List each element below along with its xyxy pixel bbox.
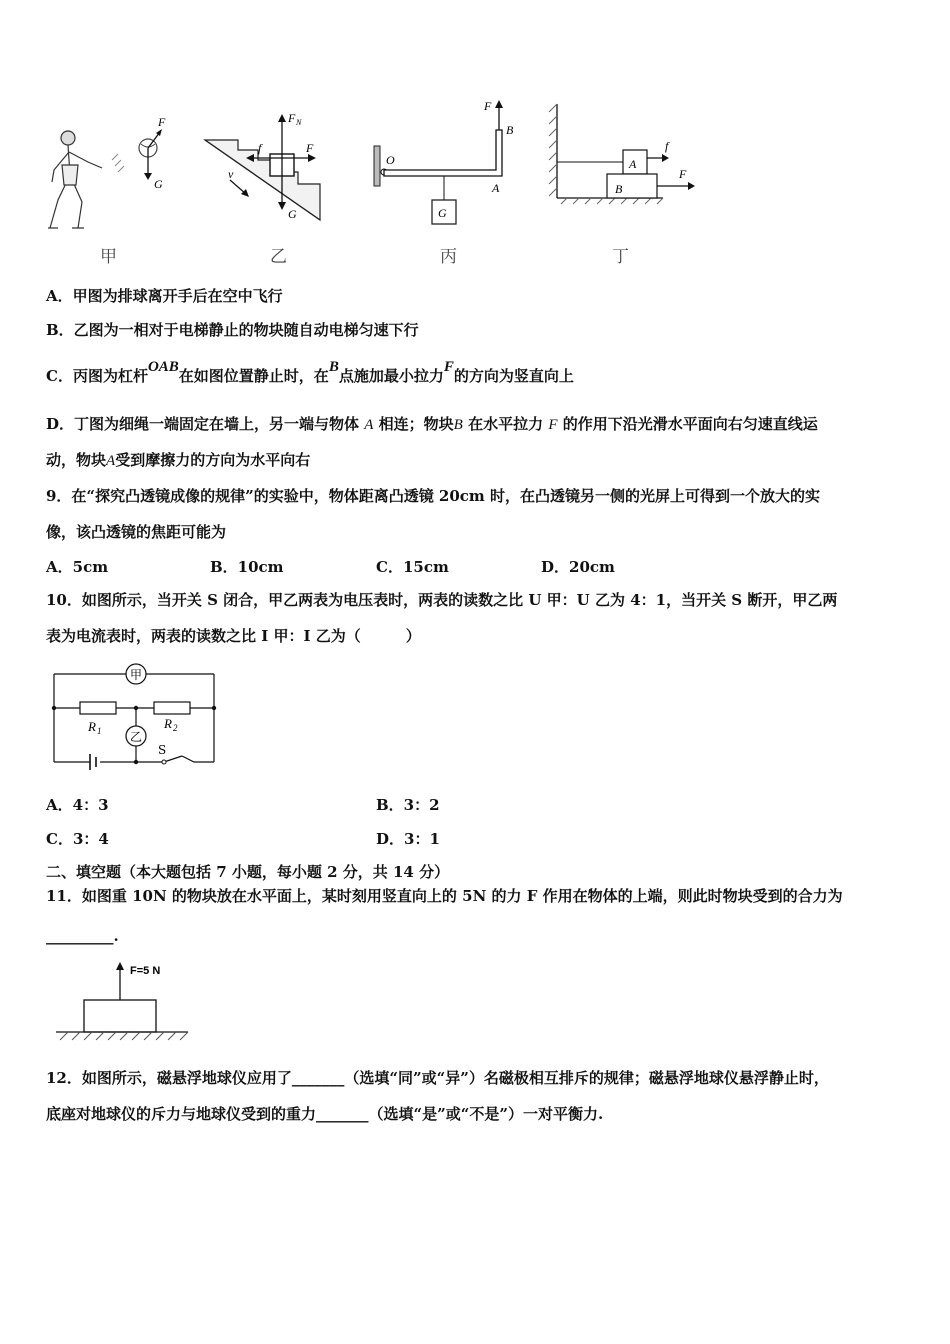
q8-option-a: A．甲图为排球离开手后在空中飞行 — [46, 287, 283, 305]
q9-option-a: A．5cm — [46, 558, 109, 576]
q8-option-b: B．乙图为一相对于电梯静止的物块随自动电梯匀速下行 — [46, 321, 419, 339]
q11-figure — [46, 956, 196, 1042]
figure-bing — [370, 96, 520, 236]
label-yi-FN-sub: N — [296, 118, 302, 127]
label-ding-F: F — [679, 167, 687, 181]
q10-option-a: A．4：3 — [46, 796, 109, 814]
q9-option-b: B．10cm — [210, 558, 284, 576]
section-2-title: 二、填空题（本大题包括 7 小题，每小题 2 分，共 14 分） — [46, 863, 450, 881]
label-ding-f: f — [665, 139, 669, 153]
circuit-meter-jia: 甲 — [130, 668, 143, 682]
q9-stem-line2: 像，该凸透镜的焦距可能为 — [46, 523, 227, 541]
q10-stem-line1: 10．如图所示，当开关 S 闭合，甲乙两表为电压表时，两表的读数之比 U 甲：U 乙为 4：1，当开关 S 断开，甲乙两 — [46, 591, 838, 609]
q10-option-b: B．3：2 — [376, 796, 440, 814]
q8-option-c: C．丙图为杠杆OAB在如图位置静止时，在B点施加最小拉力F的方向为竖直向上 — [46, 359, 574, 385]
q10-option-c: C．3：4 — [46, 830, 109, 848]
caption-bing: 丙 — [440, 247, 457, 267]
label-yi-G: G — [288, 207, 297, 221]
q9-option-c: C．15cm — [376, 558, 449, 576]
circuit-r1-sub: 1 — [97, 726, 102, 736]
q11-stem-line1: 11．如图重 10N 的物块放在水平面上，某时刻用竖直向上的 5N 的力 F 作用在物体的上端，则此时物块受到的合力为 — [46, 887, 843, 905]
label-ding-A: A — [629, 157, 637, 171]
q12-stem-line1: 12．如图所示，磁悬浮地球仪应用了_______（选填“同”或“异”）名磁极相互排斥的规律；磁悬浮地球仪悬浮静止时， — [46, 1069, 829, 1087]
q12-stem-line2: 底座对地球仪的斥力与地球仪受到的重力_______（选填“是”或“不是”）一对平衡力. — [46, 1105, 604, 1123]
q11-force-label: F=5 N — [130, 965, 161, 977]
q10-option-d: D．3：1 — [376, 830, 440, 848]
label-bing-O: O — [386, 153, 395, 167]
q9-option-d: D．20cm — [541, 558, 615, 576]
label-bing-B: B — [506, 123, 514, 137]
figure-yi — [200, 108, 330, 228]
caption-yi: 乙 — [270, 247, 287, 267]
q9-stem-line1: 9．在“探究凸透镜成像的规律”的实验中，物体距离凸透镜 20cm 时，在凸透镜另一侧的光屏上可得到一个放大的实 — [46, 487, 821, 505]
label-jia-G: G — [154, 177, 163, 191]
label-yi-v: v — [228, 167, 234, 181]
circuit-r2-sub: 2 — [173, 723, 178, 733]
label-yi-f: f — [258, 141, 262, 155]
q10-stem-line2: 表为电流表时，两表的读数之比 I 甲：I 乙为（ ） — [46, 627, 421, 645]
label-yi-F: F — [306, 141, 314, 155]
label-yi-FN: F — [288, 111, 296, 125]
label-ding-B: B — [615, 182, 623, 196]
q11-answer-blank: _________. — [46, 927, 119, 945]
figure-jia — [40, 110, 180, 235]
circuit-diagram — [46, 656, 226, 774]
caption-jia: 甲 — [100, 247, 117, 267]
label-bing-A: A — [492, 181, 500, 195]
label-jia-F: F — [158, 115, 166, 129]
q8-option-d-line2: 动，物块A受到摩擦力的方向为水平向右 — [46, 451, 311, 469]
figure-ding — [545, 98, 705, 213]
q8-option-d-line1: D．丁图为细绳一端固定在墙上，另一端与物体 A 相连；物块B 在水平拉力 F 的作用下沿光滑水平面向右匀速直线运 — [46, 415, 818, 433]
circuit-meter-yi: 乙 — [130, 730, 143, 744]
label-bing-F: F — [484, 99, 492, 113]
label-bing-G: G — [438, 206, 447, 220]
circuit-switch-s: S — [158, 743, 167, 757]
circuit-r1: R — [88, 719, 96, 734]
caption-ding: 丁 — [612, 247, 629, 267]
circuit-r2: R — [164, 716, 172, 731]
